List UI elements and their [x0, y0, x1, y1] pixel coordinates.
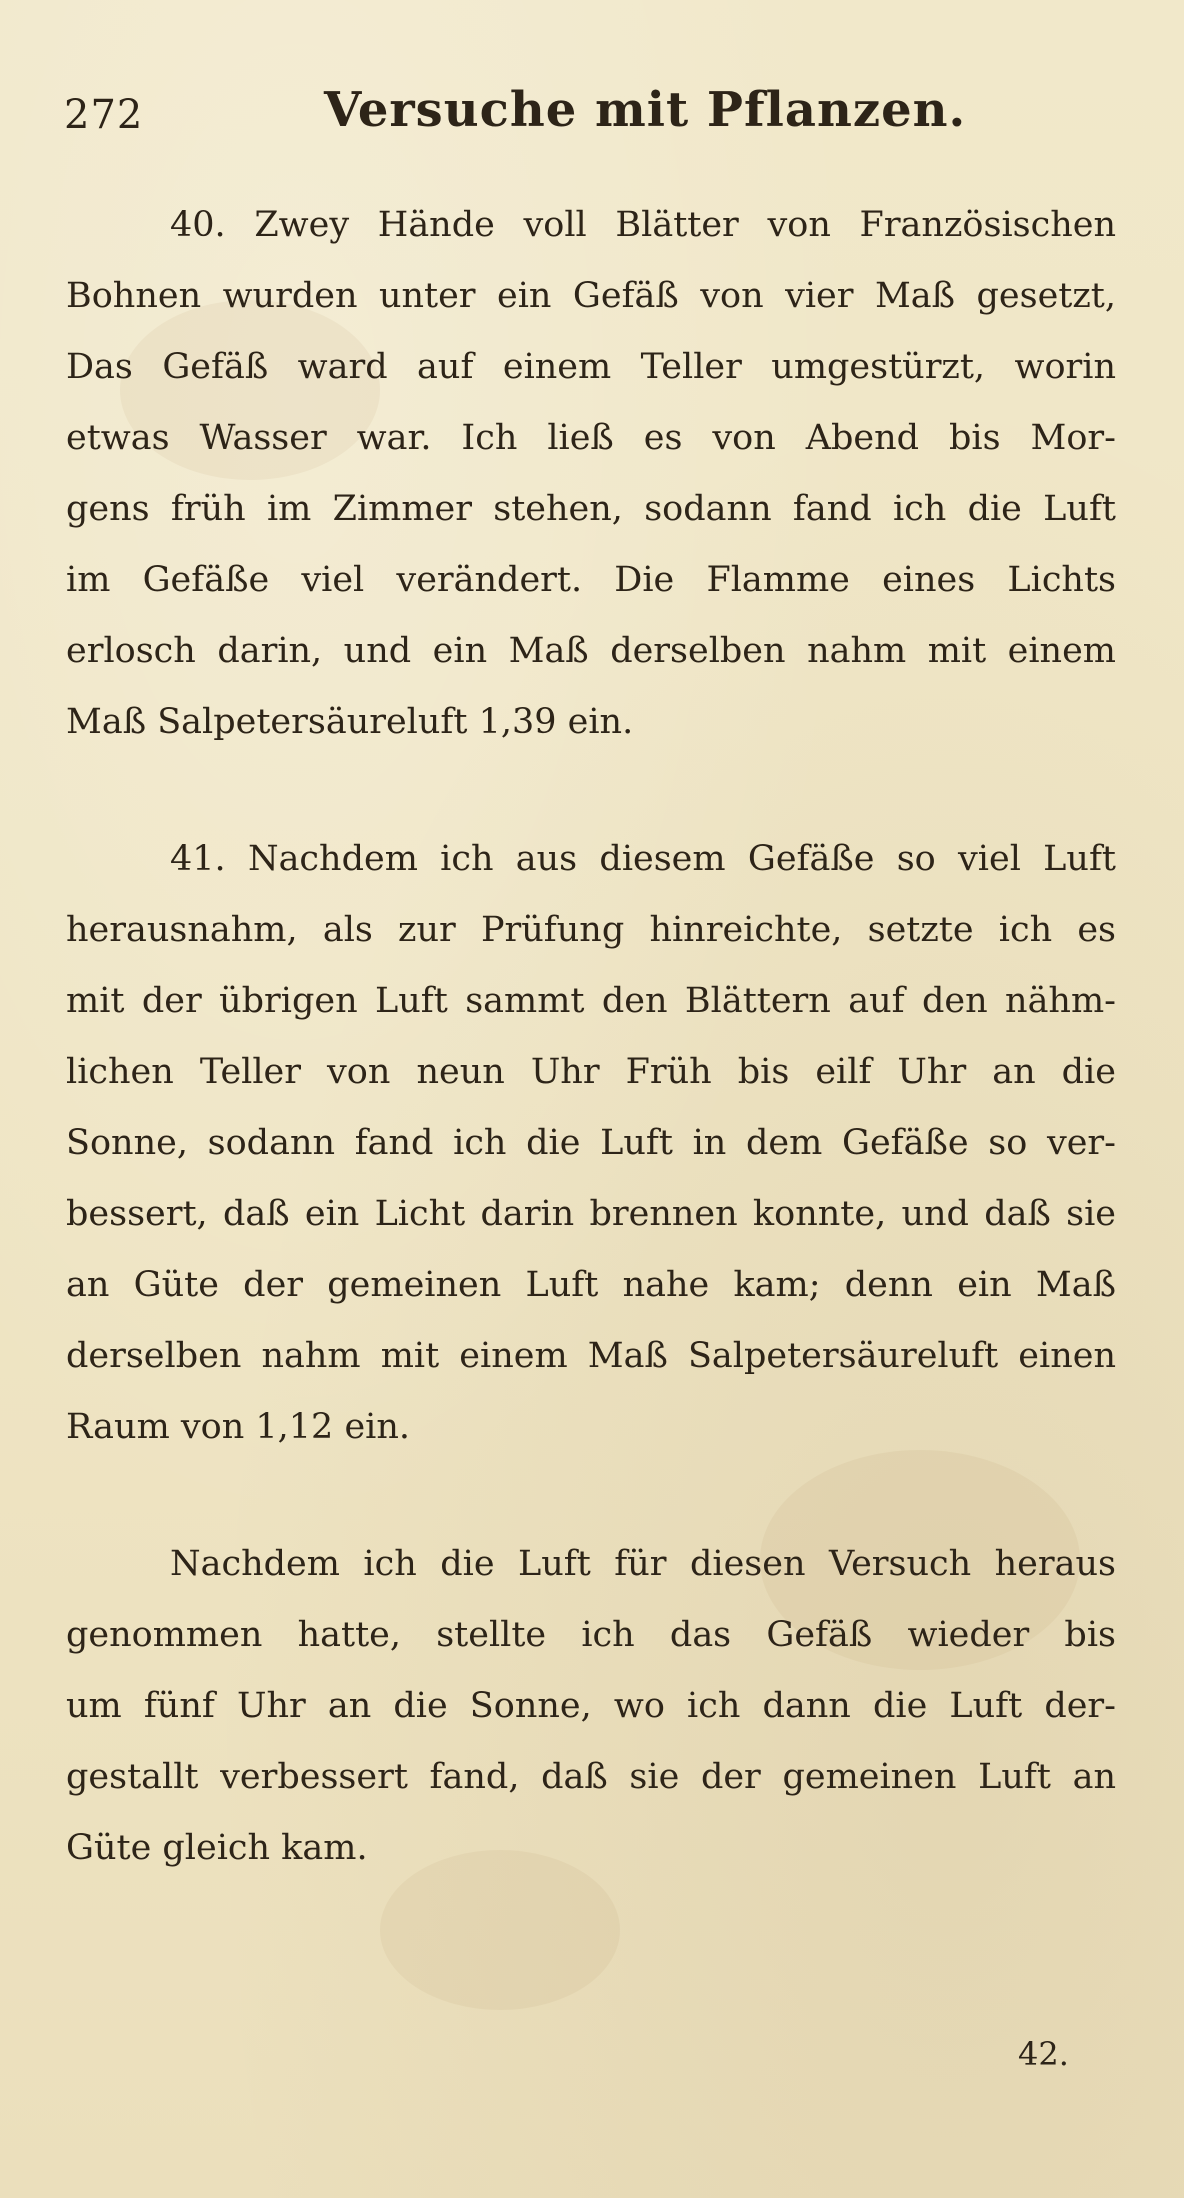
text-line: Raum von 1,12 ein. — [66, 1407, 411, 1447]
text-line: im Gefäße viel verändert. Die Flamme eines Lichts — [66, 560, 1116, 600]
text-line: Maß Salpetersäureluft 1,39 ein. — [66, 702, 634, 742]
text-line: derselben nahm mit einem Maß Salpetersäureluft einen — [66, 1336, 1116, 1376]
text-line: genommen hatte, stellte ich das Gefäß wieder bis — [66, 1615, 1116, 1655]
text-line: Nachdem ich die Luft für diesen Versuch heraus — [170, 1544, 1116, 1584]
text-line: gens früh im Zimmer stehen, sodann fand ich die Luft — [66, 489, 1116, 529]
page-body — [66, 190, 1116, 1884]
text-line: Das Gefäß ward auf einem Teller umgestürzt, worin — [66, 347, 1116, 387]
text-line: 40. Zwey Hände voll Blätter von Französischen — [170, 205, 1116, 245]
paragraph-40 — [66, 190, 1116, 758]
text-line: Sonne, sodann fand ich die Luft in dem Gefäße so ver- — [66, 1123, 1116, 1163]
running-title: Versuche mit Pflanzen. — [324, 82, 967, 138]
text-line: mit der übrigen Luft sammt den Blättern auf den nähm- — [66, 981, 1116, 1021]
page-header — [64, 82, 1094, 152]
text-line: erlosch darin, und ein Maß derselben nahm mit einem — [66, 631, 1116, 671]
paragraph-41 — [66, 824, 1116, 1463]
text-line: bessert, daß ein Licht darin brennen konnte, und daß sie — [66, 1194, 1116, 1234]
paragraph-continuation — [66, 1529, 1116, 1884]
text-line: herausnahm, als zur Prüfung hinreichte, setzte ich es — [66, 910, 1116, 950]
text-line: Güte gleich kam. — [66, 1828, 368, 1868]
page-number: 272 — [64, 92, 144, 138]
text-line: 41. Nachdem ich aus diesem Gefäße so viel Luft — [170, 839, 1116, 879]
paragraph-gap — [66, 1463, 1116, 1529]
paragraph-gap — [66, 758, 1116, 824]
catchword: 42. — [1018, 2035, 1069, 2073]
text-line: an Güte der gemeinen Luft nahe kam; denn ein Maß — [66, 1265, 1116, 1305]
text-line: Bohnen wurden unter ein Gefäß von vier Maß gesetzt, — [66, 276, 1116, 316]
text-line: lichen Teller von neun Uhr Früh bis eilf Uhr an die — [66, 1052, 1116, 1092]
text-line: etwas Wasser war. Ich ließ es von Abend bis Mor- — [66, 418, 1116, 458]
text-line: gestallt verbessert fand, daß sie der gemeinen Luft an — [66, 1757, 1116, 1797]
text-line: um fünf Uhr an die Sonne, wo ich dann die Luft der- — [66, 1686, 1116, 1726]
